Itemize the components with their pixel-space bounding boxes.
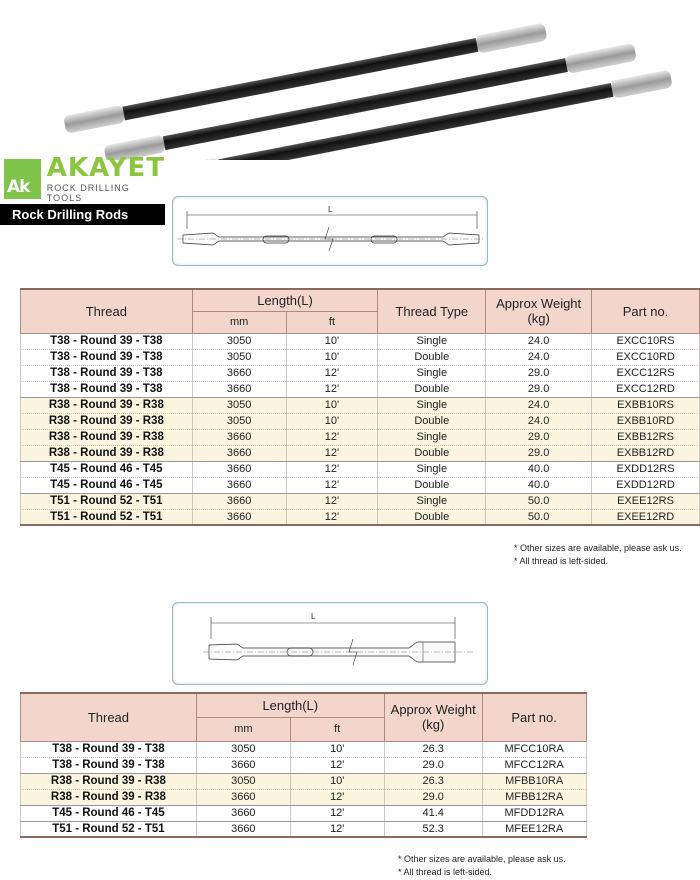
table-row: T38 - Round 39 - T38 3660 12' Double 29.0 EXCC12RD [21,381,700,397]
col-part-no: Part no. [592,289,700,333]
col-thread-type: Thread Type [378,289,486,333]
col-ft: ft [286,311,378,333]
drill-rods-photo [40,10,680,160]
rods-table-1 [20,288,700,526]
table-row: T51 - Round 52 - T51 3660 12' Double 50.0 EXEE12RD [21,509,700,525]
length-label: L [328,205,333,214]
brand-name: AKAYET [46,153,165,183]
table-row: T38 - Round 39 - T38 3050 10' Single 24.0 EXCC10RS [21,333,700,349]
col-length: Length(L) [196,693,384,717]
col-part-no: Part no. [482,693,586,741]
brand-tagline: ROCK DRILLING TOOLS [46,183,130,203]
col-weight: Approx Weight (kg) [486,289,592,333]
rod-3 [154,70,673,160]
table-row: T38 - Round 39 - T38 3660 12' Single 29.0 EXCC12RS [21,365,700,381]
rods-table-2 [20,692,700,838]
rod-diagram-1 [172,196,488,266]
col-weight: Approx Weight (kg) [384,693,482,741]
table-row: T45 - Round 46 - T45 3660 12' Double 40.0 EXDD12RD [21,477,700,493]
table-row: R38 - Round 39 - R38 3050 10' Double 24.0 EXBB10RD [21,413,700,429]
table-row: T51 - Round 52 - T51 3660 12' 52.3 MFEE12RA [21,821,700,837]
brand-block [0,153,165,225]
table-row: R38 - Round 39 - R38 3050 10' 26.3 MFBB10RA [21,773,700,789]
note-other-sizes: * Other sizes are available, please ask us. [398,854,566,864]
table-row: T45 - Round 46 - T45 3660 12' Single 40.0 EXDD12RS [21,461,700,477]
col-thread: Thread [21,289,193,333]
table-row: R38 - Round 39 - R38 3660 12' Single 29.0 EXBB12RS [21,429,700,445]
col-thread: Thread [21,693,197,741]
col-ft: ft [290,717,384,741]
note-other-sizes: * Other sizes are available, please ask us. [514,543,682,553]
table-row: R38 - Round 39 - R38 3660 12' 29.0 MFBB12RA [21,789,700,805]
table-row: T51 - Round 52 - T51 3660 12' Single 50.0 EXEE12RS [21,493,700,509]
col-mm: mm [192,311,286,333]
col-length: Length(L) [192,289,378,311]
rod-diagram-2 [172,602,488,685]
section-title: Rock Drilling Rods [0,204,165,225]
length-label: L [311,612,316,621]
brand-logo-icon: Ak [4,159,41,199]
table-2-notes [398,853,566,879]
table-1-notes [514,542,682,568]
table-row: R38 - Round 39 - R38 3660 12' Double 29.0 EXBB12RD [21,445,700,461]
note-left-sided: * All thread is left-sided. [514,556,609,566]
col-empty [586,693,700,741]
table-row: T38 - Round 39 - T38 3050 10' Double 24.0 EXCC10RD [21,349,700,365]
table-row: T45 - Round 46 - T45 3660 12' 41.4 MFDD12RA [21,805,700,821]
table-row: T38 - Round 39 - T38 3050 10' 26.3 MFCC10RA [21,741,700,757]
table-row: R38 - Round 39 - R38 3050 10' Single 24.0 EXBB10RS [21,397,700,413]
table-row: T38 - Round 39 - T38 3660 12' 29.0 MFCC12RA [21,757,700,773]
col-mm: mm [196,717,290,741]
note-left-sided: * All thread is left-sided. [398,867,493,877]
